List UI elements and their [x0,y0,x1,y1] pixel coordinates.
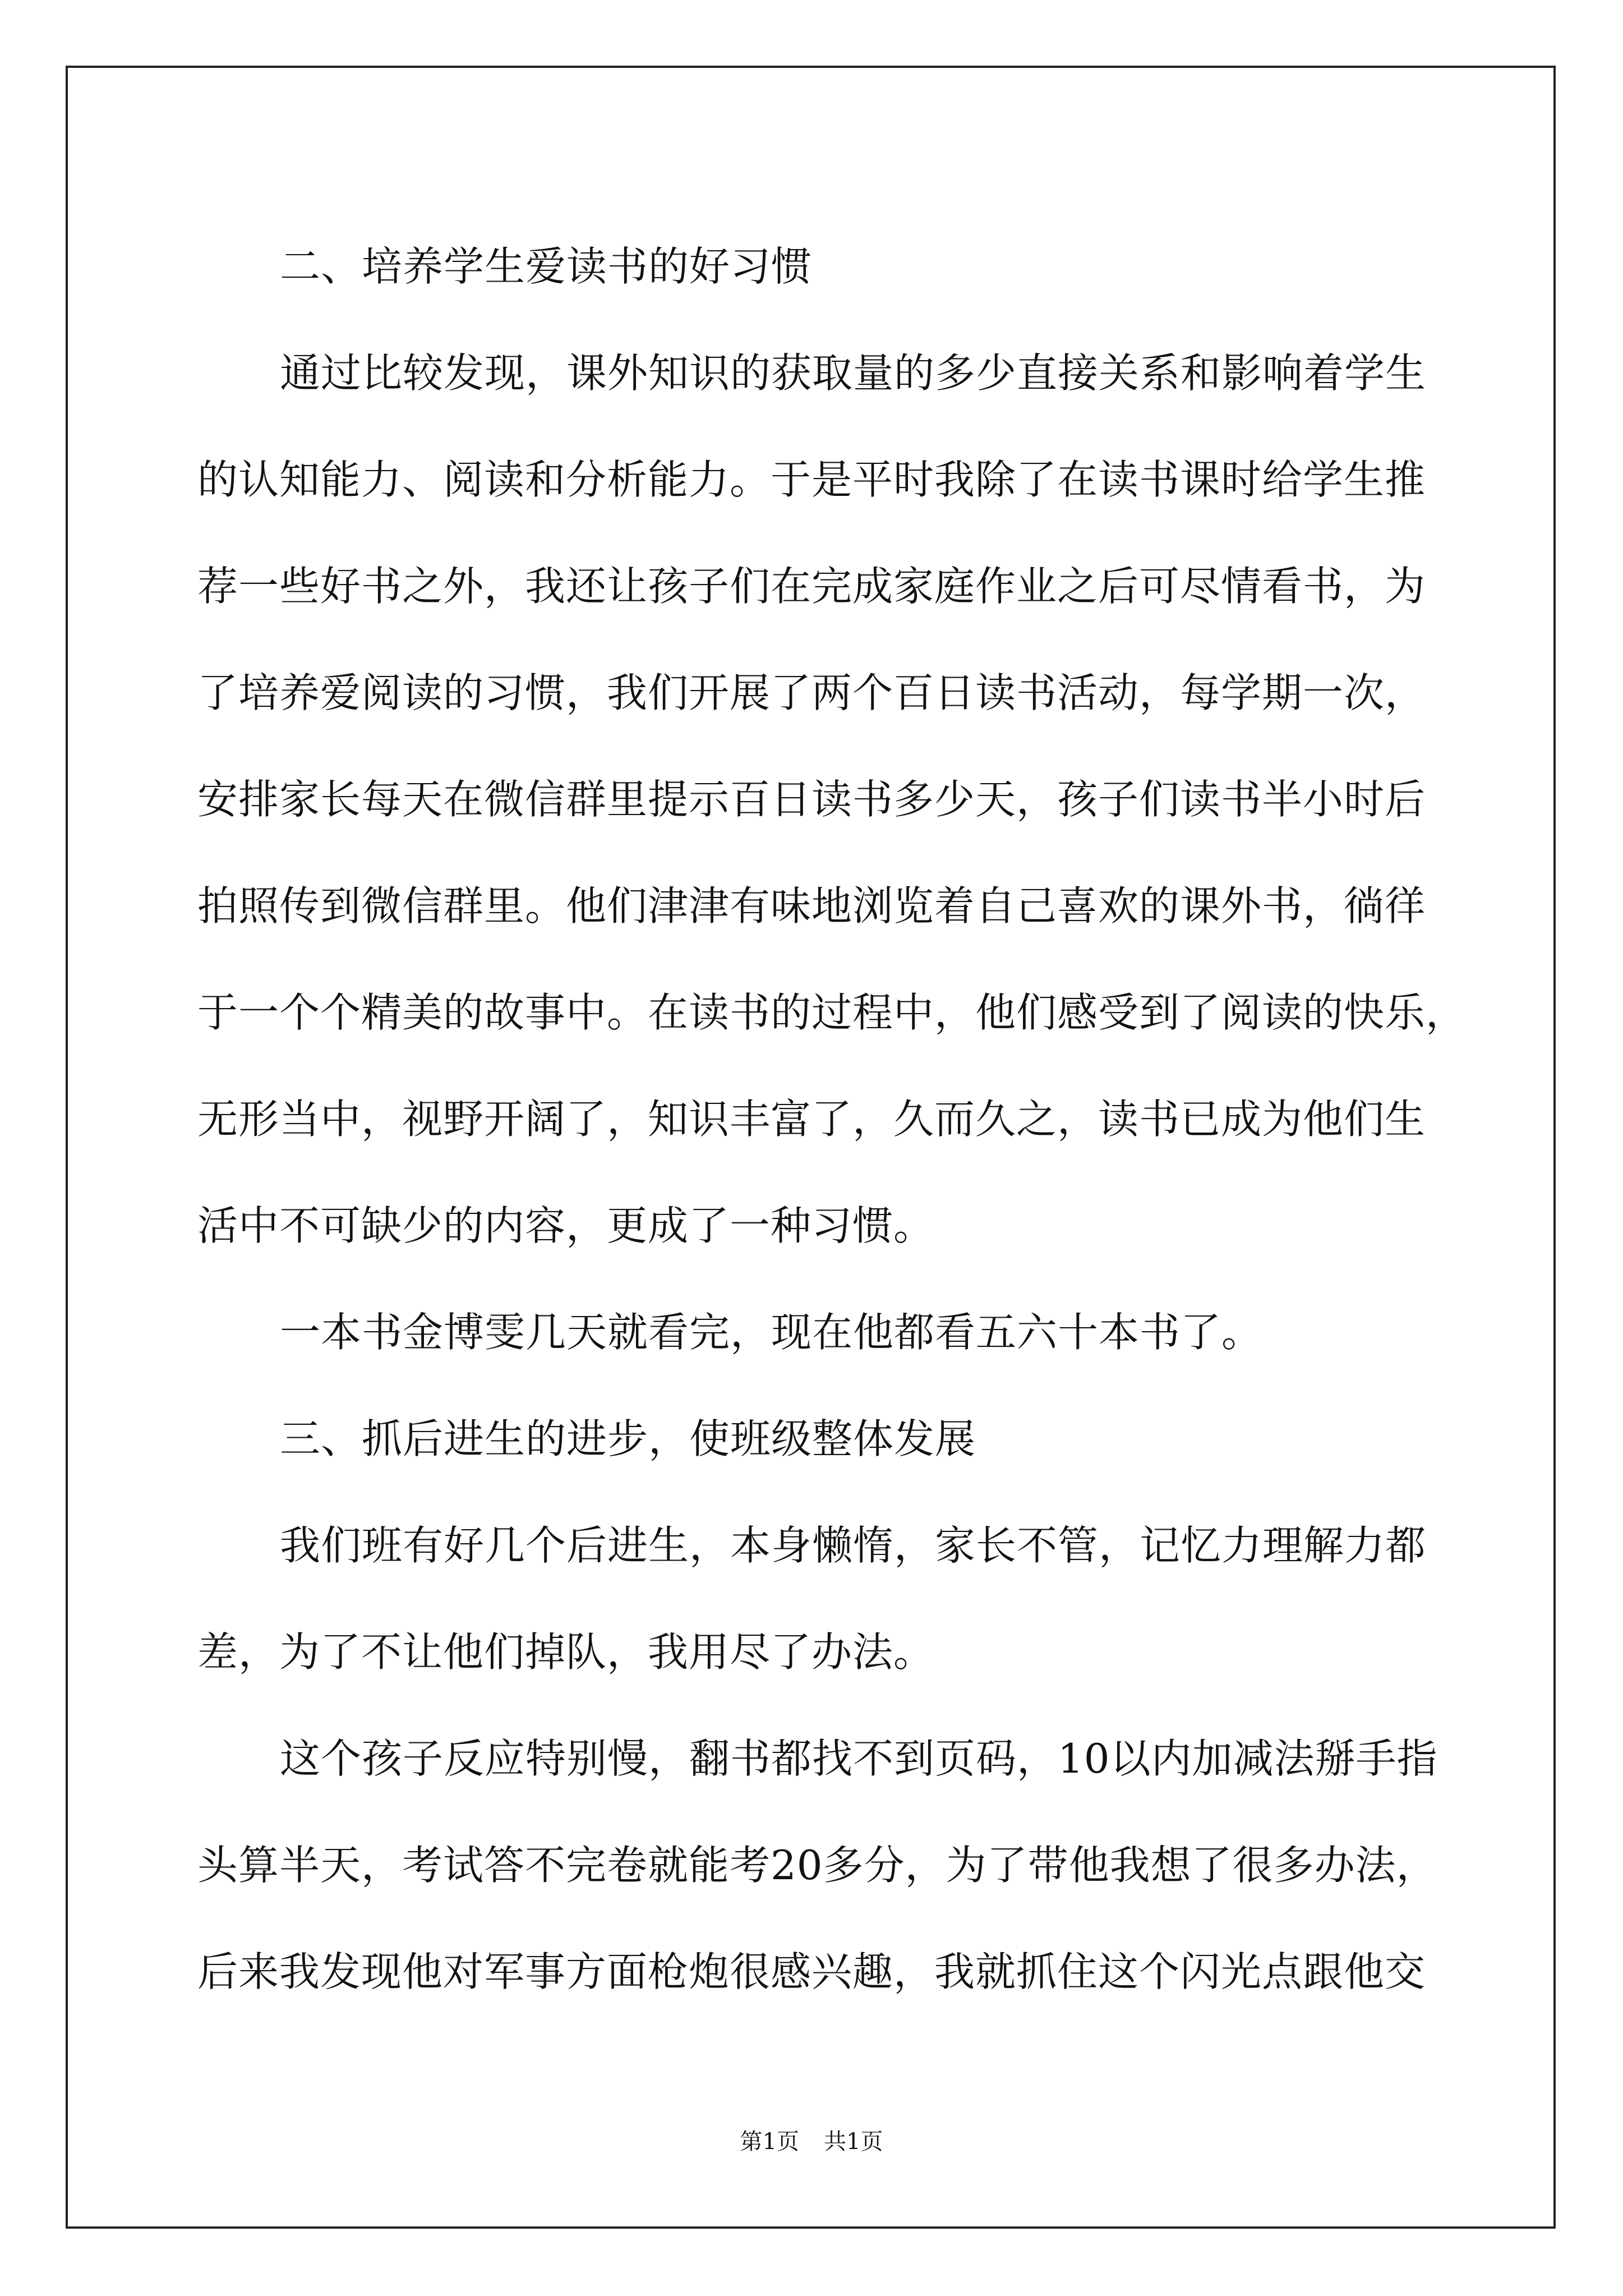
paragraph-line: 活中不可缺少的内容，更成了一种习惯。 [197,1202,935,1249]
paragraph-line: 的认知能力、阅读和分析能力。于是平时我除了在读书课时给学生推 [197,456,1426,503]
paragraph-line: 于一个个精美的故事中。在读书的过程中，他们感受到了阅读的快乐， [197,989,1467,1036]
paragraph-line: 拍照传到微信群里。他们津津有味地浏览着自己喜欢的课外书，徜徉 [197,882,1426,930]
page-footer [0,2125,1623,2159]
paragraph-line: 后来我发现他对军事方面枪炮很感兴趣，我就抓住这个闪光点跟他交 [197,1948,1426,1995]
paragraph-line: 这个孩子反应特别慢，翻书都找不到页码，10以内加减法掰手指 [280,1735,1438,1782]
paragraph-line: 差，为了不让他们掉队，我用尽了办法。 [197,1628,935,1676]
paragraph-line: 无形当中，视野开阔了，知识丰富了，久而久之，读书已成为他们生 [197,1096,1426,1143]
paragraph-line: 通过比较发现，课外知识的获取量的多少直接关系和影响着学生 [280,349,1427,397]
page-number-current: 第1页 [740,2129,799,2155]
document-body [197,213,1467,2025]
paragraph-line: 荐一些好书之外，我还让孩子们在完成家庭作业之后可尽情看书，为 [197,563,1426,610]
section-heading-2: 二、培养学生爱读书的好习惯 [280,243,813,290]
paragraph-line: 安排家长每天在微信群里提示百日读书多少天，孩子们读书半小时后 [197,776,1426,823]
paragraph-line: 一本书金博雯几天就看完，现在他都看五六十本书了。 [280,1309,1263,1356]
paragraph-line: 了培养爱阅读的习惯，我们开展了两个百日读书活动，每学期一次， [197,669,1426,716]
paragraph-line: 我们班有好几个后进生，本身懒惰，家长不管，记忆力理解力都 [280,1522,1427,1569]
section-heading-3: 三、抓后进生的进步，使班级整体发展 [280,1415,976,1462]
page-number-total: 共1页 [824,2129,883,2155]
paragraph-line: 头算半天，考试答不完卷就能考20多分，为了带他我想了很多办法， [197,1842,1437,1889]
